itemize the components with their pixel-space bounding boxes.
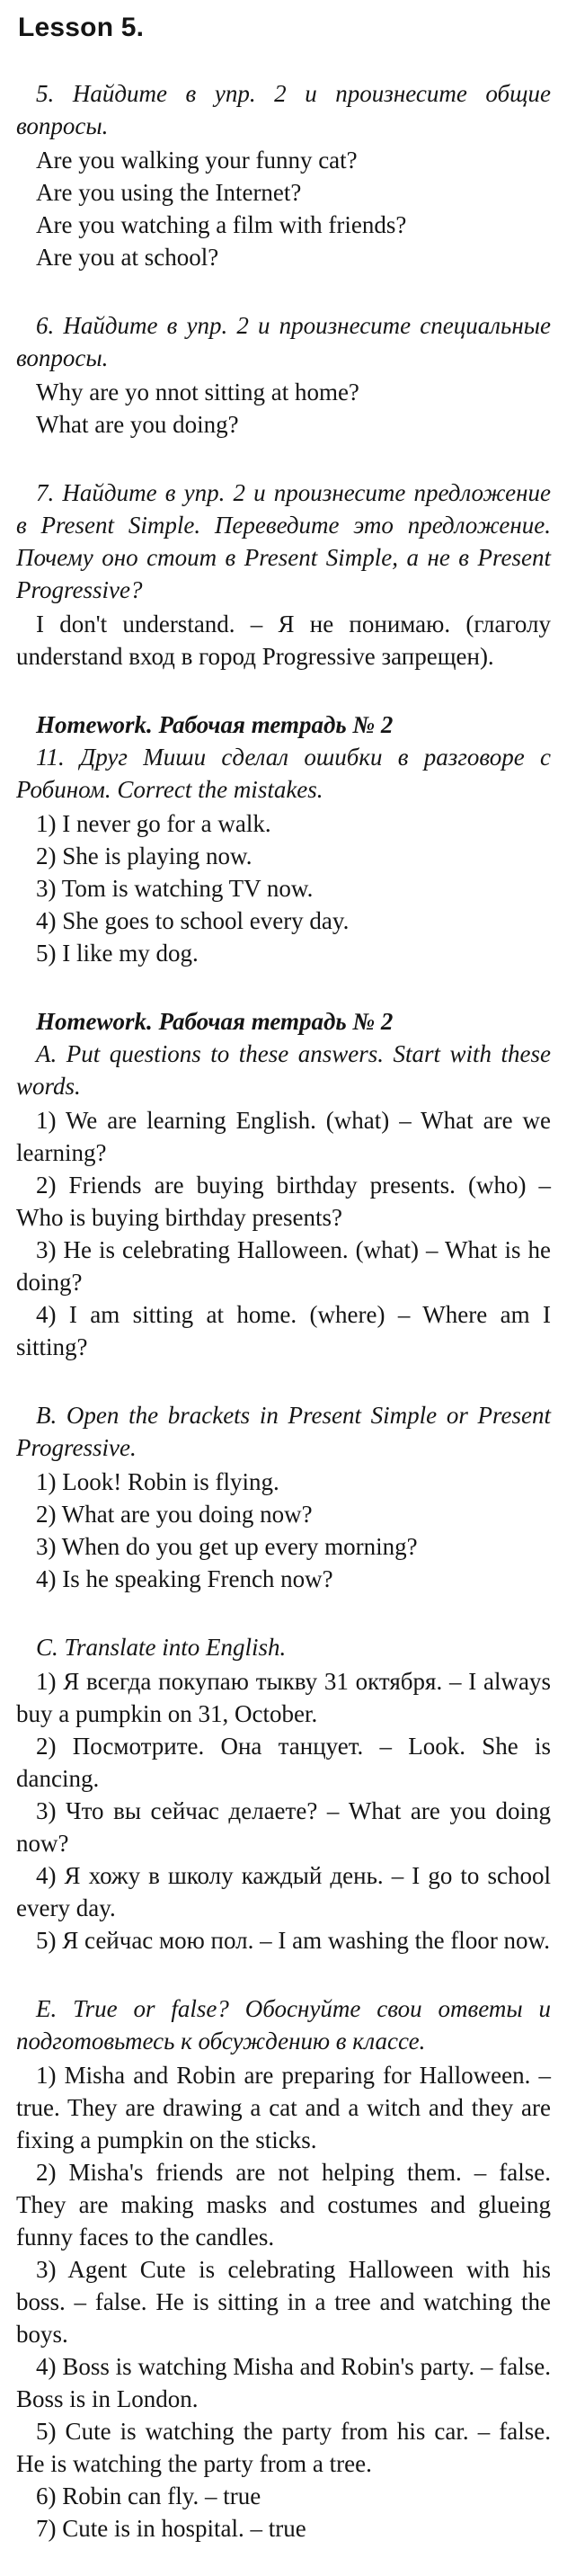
task-a-item: 4) I am sitting at home. (where) – Where am I sitting? xyxy=(16,1301,551,1360)
exercise-5-line: Are you at school? xyxy=(36,244,219,271)
task-e-item: 6) Robin can fly. – true xyxy=(36,2482,261,2509)
task-b: B. Open the brackets in Present Simple or Present Progressive. xyxy=(16,1402,551,1461)
task-e-item: 7) Cute is in hospital. – true xyxy=(36,2515,306,2542)
homework-1-line: 3) Tom is watching TV now. xyxy=(36,875,314,902)
task-e-item: 1) Misha and Robin are preparing for Halloween. – true. They are drawing a cat and a witch and they are fixing a pumpkin on the sticks. xyxy=(16,2062,551,2153)
task-e: E. True or false? Обоснуйте свои ответы и подготовьтесь к обсуждению в классе. xyxy=(16,1995,551,2055)
task-c-item: 5) Я сейчас мою пол. – I am washing the floor now. xyxy=(36,1927,551,1954)
task-b-item: 4) Is he speaking French now? xyxy=(36,1565,333,1592)
exercise-6-line: What are you doing? xyxy=(36,411,239,438)
task-c-item: 1) Я всегда покупаю тыкву 31 октября. – I always buy a pumpkin on 31, October. xyxy=(16,1668,551,1727)
task-a: A. Put questions to these answers. Start with these words. xyxy=(16,1040,551,1100)
exercise-7-answer: I don't understand. – Я не понимаю. (глаголу understand вход в город Progressive запрещен). xyxy=(16,611,551,670)
exercise-6-line: Why are yo nnot sitting at home? xyxy=(36,379,359,406)
exercise-5-line: Are you walking your funny cat? xyxy=(36,147,358,174)
task-e-item: 5) Cute is watching the party from his car. – false. He is watching the party from a tree. xyxy=(16,2418,551,2477)
homework-1 xyxy=(16,709,551,969)
exercise-6-task: 6. Найдите в упр. 2 и произнесите специальные вопросы. xyxy=(16,312,551,371)
exercise-5-task: 5. Найдите в упр. 2 и произнесите общие вопросы. xyxy=(16,80,551,139)
exercise-7-task: 7. Найдите в упр. 2 и произнесите предложение в Present Simple. Переведите это предложение. Почему оно стоит в Present Simple, а не в Present Progressive? xyxy=(16,479,551,603)
homework-1-task: 11. Друг Миши сделал ошибки в разговоре с Робином. Correct the mistakes. xyxy=(16,744,551,803)
task-a-item: 2) Friends are buying birthday presents. (who) – Who is buying birthday presents? xyxy=(16,1172,551,1231)
homework-1-line: 2) She is playing now. xyxy=(36,842,252,869)
homework-1-line: 5) I like my dog. xyxy=(36,940,199,967)
homework-1-line: 4) She goes to school every day. xyxy=(36,907,350,934)
exercise-5-line: Are you watching a film with friends? xyxy=(36,211,407,238)
task-e-item: 4) Boss is watching Misha and Robin's party. – false. Boss is in London. xyxy=(16,2353,551,2412)
task-e-item: 3) Agent Cute is celebrating Halloween with his boss. – false. He is sitting in a tree and watching the boys. xyxy=(16,2256,551,2348)
task-b-item: 1) Look! Robin is flying. xyxy=(36,1468,279,1495)
homework-heading: Homework. Рабочая тетрадь № 2 xyxy=(36,711,394,738)
homework-2 xyxy=(16,1005,551,2545)
exercise-7 xyxy=(16,477,551,673)
exercise-5-line: Are you using the Internet? xyxy=(36,179,302,206)
task-c: C. Translate into English. xyxy=(36,1634,287,1661)
task-c-item: 4) Я хожу в школу каждый день. – I go to school every day. xyxy=(16,1862,551,1921)
task-c-item: 3) Что вы сейчас делаете? – What are you doing now? xyxy=(16,1797,551,1857)
task-b-item: 2) What are you doing now? xyxy=(36,1501,313,1528)
task-a-item: 1) We are learning English. (what) – What are we learning? xyxy=(16,1107,551,1166)
exercise-5 xyxy=(16,77,551,273)
lesson-title: Lesson 5. xyxy=(18,13,145,42)
task-b-item: 3) When do you get up every morning? xyxy=(36,1533,418,1560)
task-c-item: 2) Посмотрите. Она танцует. – Look. She is dancing. xyxy=(16,1733,551,1792)
homework-heading: Homework. Рабочая тетрадь № 2 xyxy=(36,1008,394,1035)
task-e-item: 2) Misha's friends are not helping them. – false. They are making masks and costumes and glueing funny faces to the candles. xyxy=(16,2159,551,2251)
task-a-item: 3) He is celebrating Halloween. (what) – What is he doing? xyxy=(16,1236,551,1296)
homework-1-line: 1) I never go for a walk. xyxy=(36,810,271,837)
exercise-6 xyxy=(16,309,551,441)
